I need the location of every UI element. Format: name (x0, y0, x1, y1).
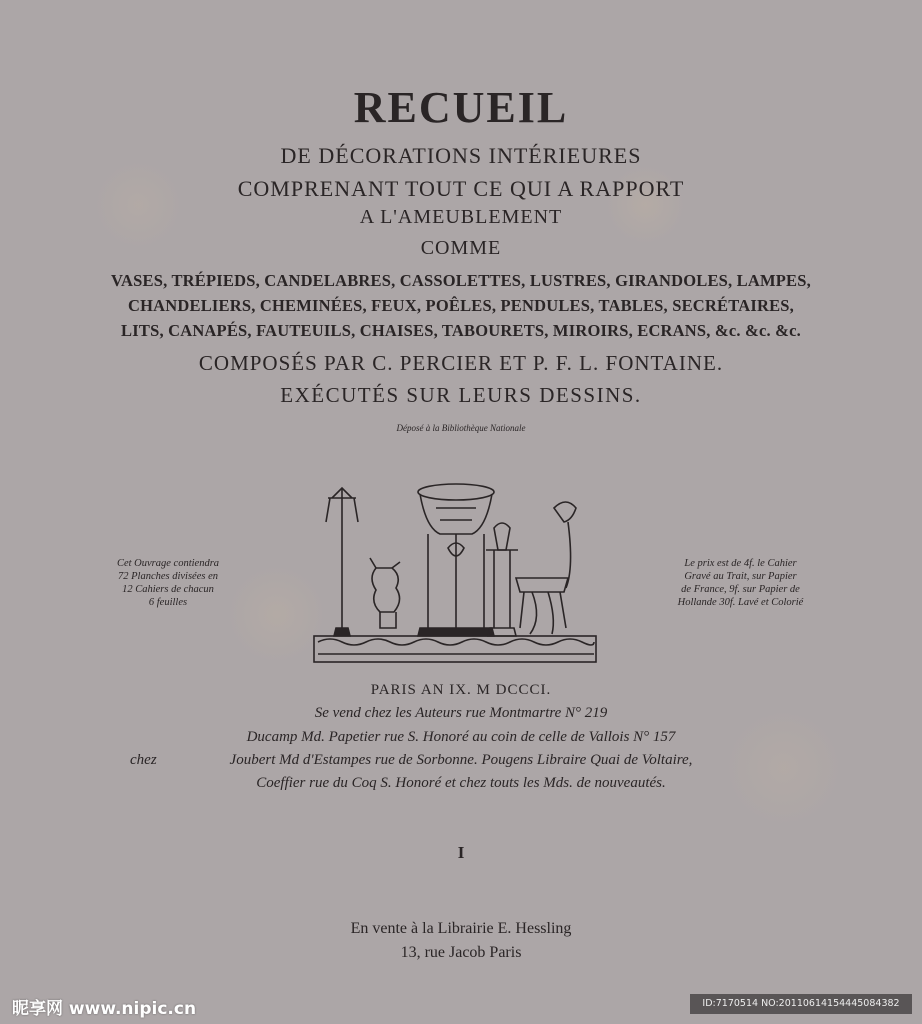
work-contents-note (82, 557, 254, 609)
imprint-chez-label: chez (130, 752, 157, 768)
executed-line: EXÉCUTÉS SUR LEURS DESSINS. (280, 383, 642, 407)
price-note (648, 557, 833, 609)
imprint-line-1: Se vend chez les Auteurs rue Montmartre N° 219 (314, 705, 608, 721)
authors-line: COMPOSÉS PAR C. PERCIER ET P. F. L. FONTAINE. (198, 351, 724, 375)
items-line-2: CHANDELIERS, CHEMINÉES, FEUX, POÊLES, PENDULES, TABLES, SECRÉTAIRES, (128, 296, 794, 315)
imprint-line-3: Joubert Md d'Estampes rue de Sorbonne. Pougens Libraire Quai de Voltaire, (229, 752, 693, 768)
note-line: 6 feuilles (148, 597, 188, 608)
note-line: 12 Cahiers de chacun (122, 584, 214, 595)
subtitle-line-1: DE DÉCORATIONS INTÉRIEURES (280, 143, 642, 168)
note-line: 72 Planches divisées en (117, 571, 218, 582)
furniture-engraving-illustration (310, 468, 602, 668)
imprint-line-2: Ducamp Md. Papetier rue S. Honoré au coin de celle de Vallois N° 157 (246, 729, 676, 745)
plinth (314, 636, 596, 662)
imprint-place-date: PARIS AN IX. M DCCCI. (370, 682, 552, 698)
subtitle-line-2: COMPRENANT TOUT CE QUI A RAPPORT (237, 176, 685, 201)
sale-line-2: 13, rue Jacob Paris (400, 944, 522, 961)
watermark-logo: 昵享网 www.nipic.cn (12, 999, 197, 1019)
sale-line-1: En vente à la Librairie E. Hessling (350, 920, 572, 937)
deposit-note: Déposé à la Bibliothèque Nationale (396, 423, 526, 433)
items-line-1: VASES, TRÉPIEDS, CANDELABRES, CASSOLETTES, LUSTRES, GIRANDOLES, LAMPES, (111, 271, 811, 290)
items-line-3: LITS, CANAPÉS, FAUTEUILS, CHAISES, TABOURETS, MIROIRS, ECRANS, &c. &c. &c. (121, 321, 801, 340)
page-number: I (457, 843, 465, 862)
note-line: de France, 9f. sur Papier de (681, 584, 800, 595)
note-line: Cet Ouvrage contiendra (116, 558, 220, 569)
note-line: Gravé au Trait, sur Papier (684, 571, 797, 582)
watermark-id: ID:7170514 NO:20110614154445084382 (690, 994, 912, 1014)
note-line: Hollande 30f. Lavé et Colorié (677, 597, 804, 608)
page-title: RECUEIL (353, 83, 569, 132)
subtitle-line-3: A L'AMEUBLEMENT (359, 206, 563, 228)
note-line: Le prix est de 4f. le Cahier (684, 558, 797, 569)
subtitle-line-4: COMME (420, 237, 502, 259)
imprint-line-4: Coeffier rue du Coq S. Honoré et chez touts les Mds. de nouveautés. (256, 775, 666, 791)
